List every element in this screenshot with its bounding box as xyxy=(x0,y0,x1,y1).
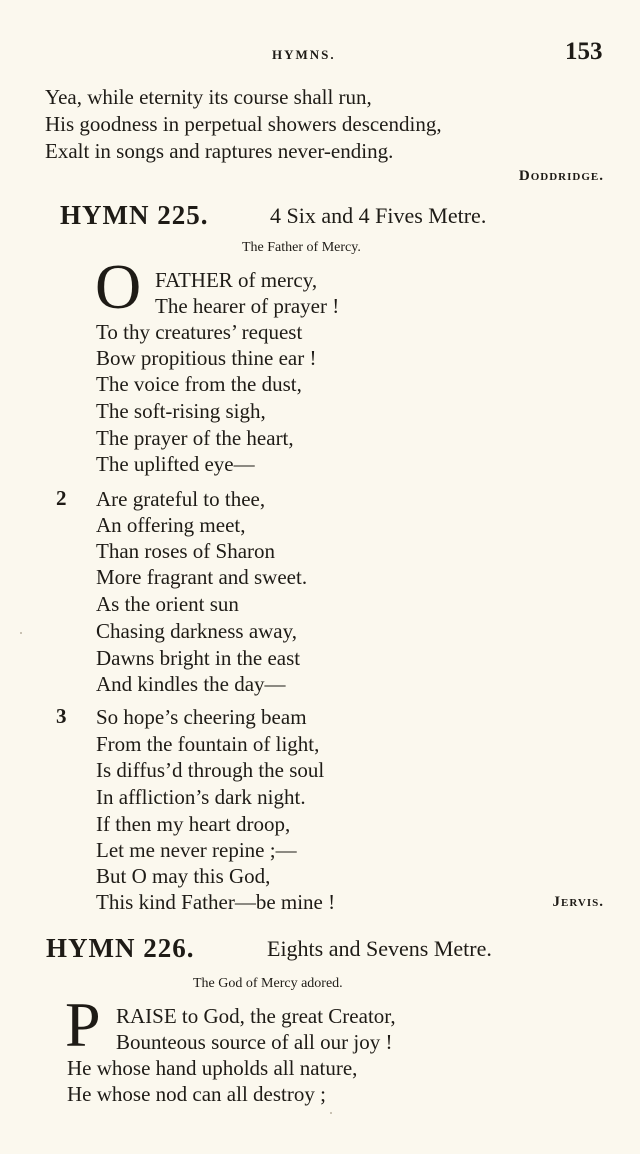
verse-line: RAISE to God, the great Creator, xyxy=(116,1004,396,1028)
verse-line: The prayer of the heart, xyxy=(96,426,294,450)
verse-line: Than roses of Sharon xyxy=(96,539,276,563)
stanza-number: 3 xyxy=(56,704,67,728)
verse-line: His goodness in perpetual showers descending, xyxy=(45,112,442,136)
verse-line: So hope’s cheering beam xyxy=(96,705,307,729)
verse-line: Yea, while eternity its course shall run, xyxy=(45,85,372,109)
drop-cap: O xyxy=(95,251,142,322)
verse-line: To thy creatures’ request xyxy=(96,320,303,344)
stanza-number: 2 xyxy=(56,486,67,510)
verse-line: Bounteous source of all our joy ! xyxy=(116,1030,393,1054)
verse-line: An offering meet, xyxy=(96,513,246,537)
verse-line: The hearer of prayer ! xyxy=(155,294,340,318)
verse-line: Bow propitious thine ear ! xyxy=(96,346,317,370)
verse-line: This kind Father—be mine ! xyxy=(96,890,336,914)
hymn-title: HYMN 225. xyxy=(60,200,209,230)
verse-line: Let me never repine ;— xyxy=(96,838,297,862)
verse-line: Are grateful to thee, xyxy=(96,487,266,511)
verse-line: And kindles the day— xyxy=(96,672,286,696)
running-head: HYMNS. xyxy=(272,47,336,62)
verse-line: Dawns bright in the east xyxy=(96,646,301,670)
hymn-metre: 4 Six and 4 Fives Metre. xyxy=(270,203,487,228)
paper-speck xyxy=(330,1112,332,1114)
hymn-subtitle: The Father of Mercy. xyxy=(242,240,361,255)
verse-line: FATHER of mercy, xyxy=(155,268,318,292)
hymn-title: HYMN 226. xyxy=(46,933,195,963)
paper-speck xyxy=(20,632,22,634)
verse-line: More fragrant and sweet. xyxy=(96,565,308,589)
page-number: 153 xyxy=(565,38,603,65)
verse-line: Exalt in songs and raptures never-ending. xyxy=(45,139,394,163)
verse-line: Is diffus’d through the soul xyxy=(96,758,325,782)
verse-line: The soft-rising sigh, xyxy=(96,399,266,423)
verse-line: Chasing darkness away, xyxy=(96,619,298,643)
verse-line: The voice from the dust, xyxy=(96,372,302,396)
verse-line: The uplifted eye— xyxy=(96,452,255,476)
verse-line: He whose hand upholds all nature, xyxy=(67,1056,358,1080)
verse-line: As the orient sun xyxy=(96,592,239,616)
hymn-metre: Eights and Sevens Metre. xyxy=(267,936,492,961)
verse-line: From the fountain of light, xyxy=(96,732,320,756)
author-credit: Jervis. xyxy=(552,894,604,910)
verse-line: In affliction’s dark night. xyxy=(96,785,306,809)
hymn-subtitle: The God of Mercy adored. xyxy=(193,976,343,991)
verse-line: He whose nod can all destroy ; xyxy=(67,1082,326,1106)
verse-line: If then my heart droop, xyxy=(96,812,291,836)
drop-cap: P xyxy=(65,989,101,1060)
verse-line: But O may this God, xyxy=(96,864,271,888)
author-credit: Doddridge. xyxy=(518,168,604,184)
